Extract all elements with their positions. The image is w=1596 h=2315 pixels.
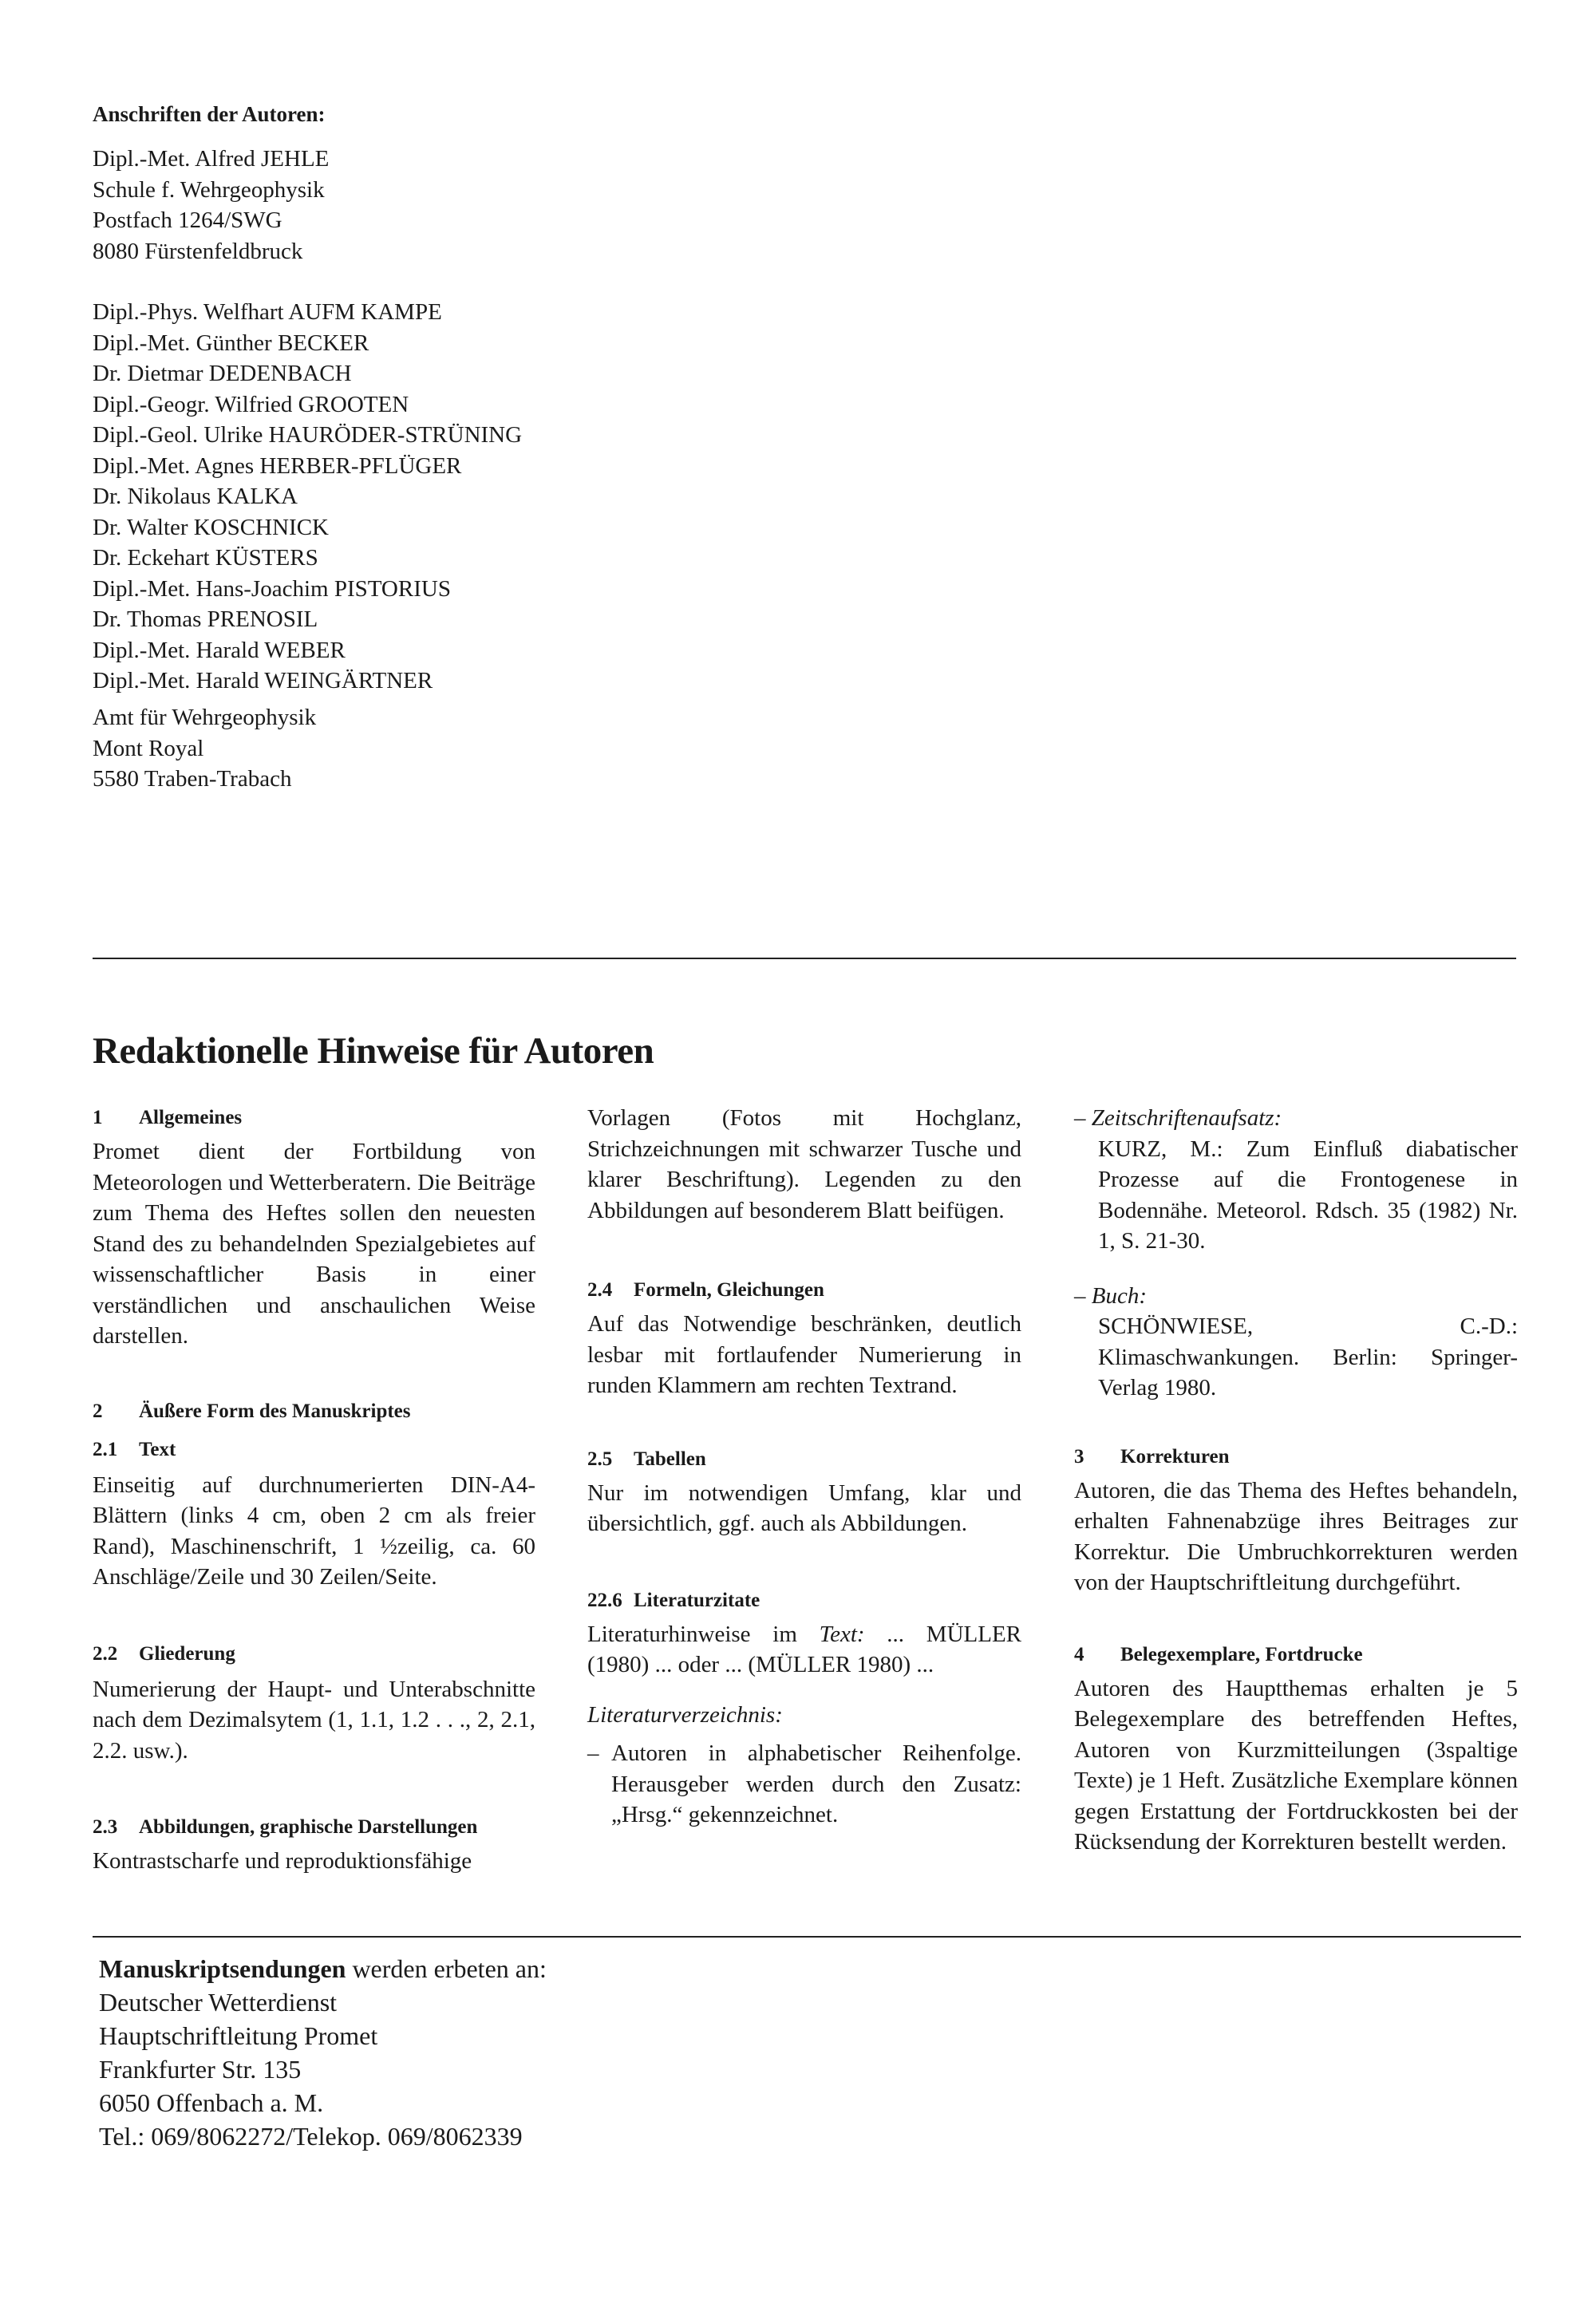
author-names-list xyxy=(93,297,522,697)
author-name: Dr. Nikolaus KALKA xyxy=(93,484,298,509)
author-name: Dipl.-Met. Hans-Joachim PISTORIUS xyxy=(93,575,451,602)
bibliography-rule-text: Autoren in alphabetischer Reihenfolge. Herausgeber werden durch den Zusatz: „Hrsg.“ gekennzeichnet. xyxy=(611,1740,1021,1827)
section-text: Autoren, die das Thema des Heftes behandeln, erhalten Fahnenabzüge ihres Beitrages zur Korrektur. Die Umbruchkorrekturen werden von der Hauptschriftleitung durchgeführt. xyxy=(1074,1477,1518,1595)
submission-lead-rest: werden erbeten an: xyxy=(346,1954,547,1983)
journal-label: Zeitschriftenaufsatz: xyxy=(1091,1105,1282,1131)
author-name: Dipl.-Geol. Ulrike HAURÖDER-STRÜNING xyxy=(93,422,523,448)
author-name: Dipl.-Geogr. Wilfried GROOTEN xyxy=(93,391,409,417)
section-heading xyxy=(93,1103,535,1133)
section-number: 2.2 xyxy=(93,1642,118,1665)
section-heading xyxy=(1074,1640,1518,1670)
section-text: Autoren des Hauptthemas erhalten je 5 Belegexemplare des betreffenden Heftes, Autoren von Kurzmitteilungen (3spaltige Texte) je 1 Heft. Zusätzliche Exemplare können gegen Erstattung der Fortdruckkosten bei der Rücksendung der Korrekturen bestellt werden. xyxy=(1074,1675,1518,1855)
section-heading xyxy=(93,1435,535,1465)
author-name: Dipl.-Met. Harald WEINGÄRTNER xyxy=(93,668,433,693)
address-line: Postfach 1264/SWG xyxy=(93,207,282,233)
section-title: Äußere Form des Manuskriptes xyxy=(139,1400,411,1422)
address-line: Amt für Wehrgeophysik xyxy=(93,705,317,730)
author-name: Dipl.-Met. Agnes HERBER-PFLÜGER xyxy=(93,452,462,479)
citation-text-prefix: Literaturhinweise im xyxy=(587,1621,820,1647)
section-number: 2.3 xyxy=(93,1816,118,1838)
address-line: Mont Royal xyxy=(93,735,204,761)
submission-line: Deutscher Wetterdienst xyxy=(99,1988,338,2017)
address-line: Schule f. Wehrgeophysik xyxy=(93,176,325,203)
section-title: Gliederung xyxy=(139,1642,235,1665)
author-name: Dipl.-Met. Günther BECKER xyxy=(93,330,369,356)
section-title: Abbildungen, graphische Darstellungen xyxy=(139,1816,478,1838)
footer-divider xyxy=(93,1936,1521,1938)
book-example-label xyxy=(1074,1281,1518,1312)
column-1 xyxy=(93,1103,535,1877)
book-label: Buch: xyxy=(1091,1282,1147,1309)
section-number: 2.1 xyxy=(93,1438,118,1460)
bibliography-heading: Literaturverzeichnis: xyxy=(587,1701,783,1728)
section-number: 4 xyxy=(1074,1643,1084,1665)
section-number: 1 xyxy=(93,1107,103,1128)
submission-line: 6050 Offenbach a. M. xyxy=(99,2088,324,2117)
submission-lead-bold: Manuskriptsendungen xyxy=(99,1954,346,1983)
submission-line: Frankfurter Str. 135 xyxy=(99,2055,302,2084)
submission-lead xyxy=(99,1952,547,1985)
section-text: Auf das Notwendige beschränken, deutlich lesbar mit fortlaufender Numerierung in runden Klammern am rechten Textrand. xyxy=(587,1311,1021,1398)
bibliography-rule xyxy=(587,1738,1021,1831)
section-text: Einseitig auf durchnumerierten DIN-A4-Blättern (links 4 cm, oben 2 cm als freier Rand), Maschinenschrift, 1 ½zeilig, ca. 60 Anschläge/Zeile und 30 Zeilen/Seite. xyxy=(93,1472,535,1590)
author-name: Dipl.-Met. Harald WEBER xyxy=(93,637,346,663)
section-text xyxy=(587,1619,1021,1681)
section-title: Literaturzitate xyxy=(634,1589,760,1611)
section-text-continued: Vorlagen (Fotos mit Hochglanz, Strichzeichnungen mit schwarzer Tusche und klarer Beschriftung). Legenden zu den Abbildungen auf besonderem Blatt beifügen. xyxy=(587,1105,1021,1223)
list-dash: – xyxy=(1074,1282,1086,1309)
section-title: Belegexemplare, Fortdrucke xyxy=(1120,1643,1363,1665)
page-title: Redaktionelle Hinweise für Autoren xyxy=(93,1030,654,1072)
section-heading xyxy=(93,1812,535,1843)
address-block-1 xyxy=(93,144,329,267)
author-name: Dr. Thomas PRENOSIL xyxy=(93,606,318,632)
author-name: Dr. Eckehart KÜSTERS xyxy=(93,545,318,571)
section-heading xyxy=(93,1639,535,1669)
addresses-heading: Anschriften der Autoren: xyxy=(93,102,326,126)
section-text: Nur im notwendigen Umfang, klar und übersichtlich, ggf. auch als Abbildungen. xyxy=(587,1479,1021,1536)
section-title: Allgemeines xyxy=(139,1107,243,1128)
section-title: Korrekturen xyxy=(1120,1445,1230,1468)
column-3 xyxy=(1074,1103,1518,1858)
section-heading xyxy=(587,1586,1021,1616)
address-line: 8080 Fürstenfeldbruck xyxy=(93,238,303,264)
book-example: SCHÖNWIESE, C.-D.: Klimaschwankungen. Berlin: Springer-Verlag 1980. xyxy=(1098,1314,1518,1400)
submission-line: Tel.: 069/8062272/Telekop. 069/8062339 xyxy=(99,2122,523,2151)
list-dash: – xyxy=(1074,1105,1086,1131)
section-number: 3 xyxy=(1074,1445,1084,1468)
column-2 xyxy=(587,1103,1021,1831)
section-title: Tabellen xyxy=(634,1448,706,1470)
section-heading xyxy=(587,1444,1021,1475)
section-number: 22.6 xyxy=(587,1589,622,1611)
citation-text-label: Text: xyxy=(819,1621,865,1647)
author-name: Dr. Dietmar DEDENBACH xyxy=(93,361,352,386)
author-name: Dr. Walter KOSCHNICK xyxy=(93,514,329,540)
section-number: 2.4 xyxy=(587,1279,613,1301)
list-dash: – xyxy=(587,1740,599,1766)
section-heading xyxy=(93,1397,535,1427)
section-divider xyxy=(93,958,1516,959)
section-number: 2 xyxy=(93,1400,103,1422)
section-title: Formeln, Gleichungen xyxy=(634,1279,824,1301)
submission-line: Hauptschriftleitung Promet xyxy=(99,2021,378,2050)
address-line: Dipl.-Met. Alfred JEHLE xyxy=(93,146,330,172)
author-name: Dipl.-Phys. Welfhart AUFM KAMPE xyxy=(93,299,442,325)
section-text: Numerierung der Haupt- und Unterabschnitte nach dem Dezimalsytem (1, 1.1, 1.2 . . ., 2, 2.1, 2.2. usw.). xyxy=(93,1676,535,1764)
citation-text-suffix: ... MÜLLER (1980) ... oder ... (MÜLLER 1980) ... xyxy=(587,1621,1021,1677)
section-heading xyxy=(1074,1442,1518,1472)
section-number: 2.5 xyxy=(587,1448,613,1470)
section-title: Text xyxy=(139,1438,176,1460)
address-line: 5580 Traben-Trabach xyxy=(93,766,292,792)
journal-example: KURZ, M.: Zum Einfluß diabatischer Prozesse auf die Frontogenese in Bodennähe. Meteorol. Rdsch. 35 (1982) Nr. 1, S. 21-30. xyxy=(1098,1136,1518,1254)
section-text: Kontrastscharfe und reproduktionsfähige xyxy=(93,1848,472,1874)
address-block-2 xyxy=(93,702,316,795)
journal-example-label xyxy=(1074,1103,1518,1134)
section-text: Promet dient der Fortbildung von Meteorologen und Wetterberatern. Die Beiträge zum Thema des Heftes sollen den neuesten Stand des zu behandelnden Spezialgebietes auf wissenschaftlicher Basis in einer verständlichen und anschaulichen Weise darstellen. xyxy=(93,1139,535,1349)
submission-address xyxy=(99,1952,547,2153)
section-heading xyxy=(587,1275,1021,1306)
